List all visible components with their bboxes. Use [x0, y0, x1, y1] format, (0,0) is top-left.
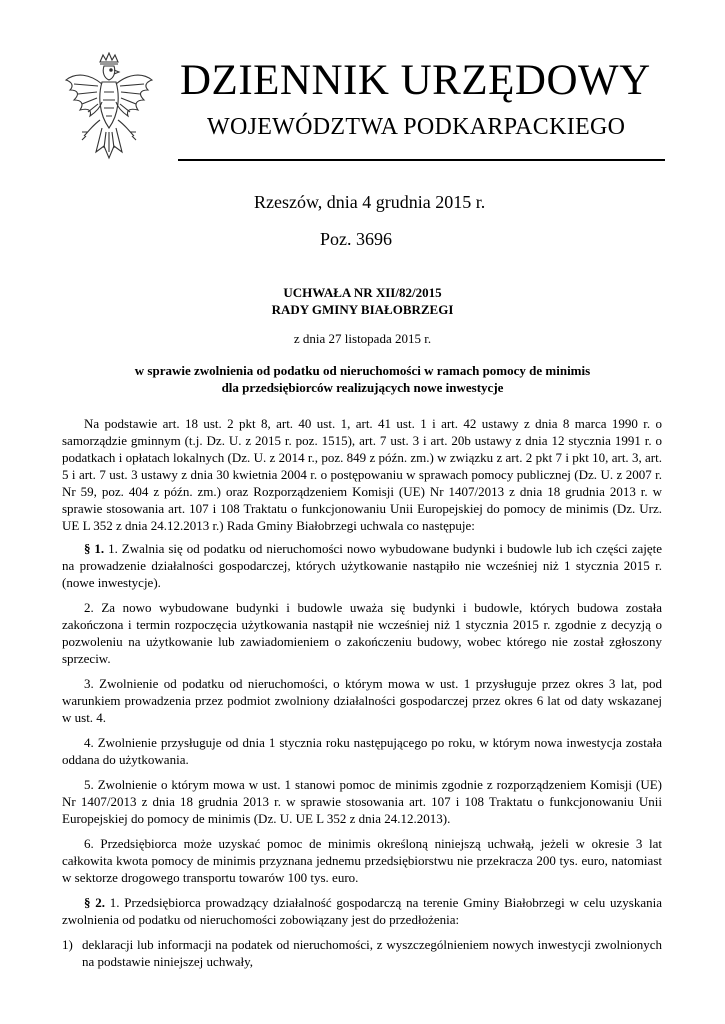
section-1-paragraph-5: 5. Zwolnienie o którym mowa w ust. 1 stanowi pomoc de minimis zgodnie z rozporządzeniem Komisji (UE) Nr 1407/2013 z dnia 18 grudnia 2013 r. w sprawie stosowania art. 107 i 108 Traktatu o funkcjonowaniu Unii Europejskiej do pomocy de minimis (Dz. U. UE L 352 z dnia 24.12.2013).	[62, 777, 662, 826]
section-1-paragraph-1-text: 1. Zwalnia się od podatku od nieruchomości nowo wybudowane budynki i budowle lub ich części zajęte na prowadzenie działalności gospodarczej, których użytkowanie nastąpiło nie wcześniej niż 1 stycznia 2015 r. (nowe inwestycje).	[62, 541, 663, 590]
resolution-subject	[0, 362, 725, 396]
section-2-paragraph-1-text: 1. Przedsiębiorca prowadzący działalność gospodarczą na terenie Gminy Białobrzegi w celu uzyskania zwolnienia od podatku od nieruchomości zobowiązany jest do przedłożenia:	[62, 895, 663, 927]
resolution-title	[0, 284, 725, 318]
masthead-divider	[178, 159, 665, 161]
resolution-subject-line1: w sprawie zwolnienia od podatku od nieruchomości w ramach pomocy de minimis	[134, 363, 591, 378]
section-1-paragraph-4: 4. Zwolnienie przysługuje od dnia 1 stycznia roku następującego po roku, w którym nowa inwestycja została oddana do użytkowania.	[62, 735, 662, 767]
white-eagle-emblem-icon	[62, 52, 156, 164]
document-body	[62, 415, 662, 970]
masthead-title: DZIENNIK URZĘDOWY	[180, 57, 651, 104]
resolution-title-line1: UCHWAŁA NR XII/82/2015	[283, 285, 442, 300]
list-item-text: deklaracji lub informacji na podatek od nieruchomości, z wyszczególnieniem nowych inwestycji zwolnionych na podstawie niniejszej uchwały,	[82, 937, 662, 969]
section-1-paragraph-1	[62, 540, 662, 591]
section-1-paragraph-2: 2. Za nowo wybudowane budynki i budowle uważa się budynki i budowle, których budowa została zakończona i termin rozpoczęcia użytkowania nastąpił nie wcześniej niż 1 stycznia 2015 r. zgodnie z decyzją o pozwoleniu na użytkowanie lub zawiadomieniem o zakończeniu budowy, wobec którego nie został zgłoszony sprzeciw.	[62, 600, 662, 666]
resolution-subject-line2: dla przedsiębiorców realizujących nowe inwestycje	[221, 380, 504, 395]
section-1-paragraph-6: 6. Przedsiębiorca może uzyskać pomoc de minimis określoną niniejszą uchwałą, jeżeli w okresie 3 lat całkowita kwota pomocy de minimis przyznana jednemu przedsiębiorstwu nie przekracza 200 tys. euro, natomiast w sektorze drogowego transportu towarów 100 tys. euro.	[62, 836, 662, 885]
resolution-date: z dnia 27 listopada 2015 r.	[293, 331, 432, 346]
section-1-marker: § 1.	[84, 541, 105, 556]
section-1-paragraph-3: 3. Zwolnienie od podatku od nieruchomości, o którym mowa w ust. 1 przysługuje przez okres 3 lat, pod warunkiem prowadzenia przez podmiot zwolniony działalności gospodarczej przez okres 6 lat od daty wskazanej w ust. 4.	[62, 676, 662, 725]
section-2-paragraph-1	[62, 894, 662, 928]
list-item	[62, 936, 662, 970]
masthead-subtitle: WOJEWÓDZTWA PODKARPACKIEGO	[207, 114, 626, 140]
position-number: Poz. 3696	[320, 229, 392, 249]
resolution-title-line2: RADY GMINY BIAŁOBRZEGI	[271, 302, 454, 317]
list-item-number: 1)	[62, 937, 73, 952]
place-date: Rzeszów, dnia 4 grudnia 2015 r.	[254, 192, 486, 212]
preamble: Na podstawie art. 18 ust. 2 pkt 8, art. 40 ust. 1, art. 41 ust. 1 i art. 42 ustawy z dnia 8 marca 1990 r. o samorządzie gminnym (t.j. Dz. U. z 2015 r. poz. 1515), art. 7 ust. 3 i art. 20b ustawy z dnia 12 stycznia 1991 r. o podatkach i opłatach lokalnych (Dz. U. z 2014 r., poz. 849 z późn. zm.) w związku z art. 2 pkt 7 i pkt 10, art. 3, art. 5 i art. 7 ust. 3 ustawy z dnia 30 kwietnia 2004 r. o postępowaniu w sprawach pomocy publicznej (Dz. U. z 2007 r. Nr 59, poz. 404 z późn. zm.) oraz Rozporządzeniem Komisji (UE) Nr 1407/2013 z dnia 18 grudnia 2013 r. w sprawie stosowania art. 107 i 108 Traktatu o funkcjonowaniu Unii Europejskiej do pomocy de minimis (Dz. Urz. UE L 352 z dnia 24.12.2013 r.) Rada Gminy Białobrzegi uchwala co następuje:	[62, 416, 662, 533]
section-2-marker: § 2.	[84, 895, 106, 910]
